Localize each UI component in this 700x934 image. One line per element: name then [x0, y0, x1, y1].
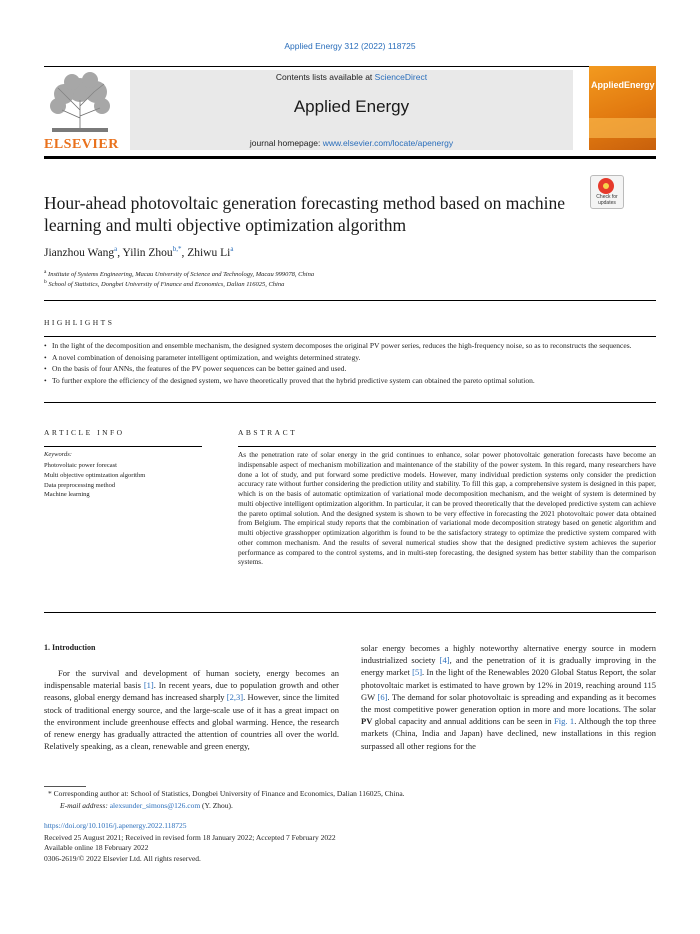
email-link[interactable]: alexsunder_simons@126.com [109, 801, 201, 810]
keyword-item[interactable]: Data preprocessing method [44, 481, 116, 489]
citation-link[interactable]: [2,3] [226, 692, 244, 703]
contents-prefix: Contents lists available at [275, 72, 375, 82]
author-email-note [60, 801, 233, 810]
received-dates: Received 25 August 2021; Received in revised form 18 January 2022; Accepted 7 February 2022 [44, 833, 336, 842]
affiliation-mark: b [44, 279, 47, 285]
body-text-run: . However, since the limited stock of traditional energy source, and the large-scale use of it has a great impact on the environment include greenhouse effects and global warming. Hence, the research of renew energy has gradually attracted the attention of countries all over the world. Relatively speaking, as a clean, renewable and green energy, [44, 692, 340, 752]
section-heading-introduction: 1. Introduction [44, 643, 96, 652]
sciencedirect-link[interactable]: ScienceDirect [374, 72, 428, 82]
highlights-rule [44, 336, 656, 337]
citation-link[interactable]: [1] [143, 680, 154, 691]
article-title: Hour-ahead photovoltaic generation forecasting method based on machine learning and multi objective optimization algorithm [44, 193, 566, 235]
body-text-run: . In recent years, due to population growth and other reasons, global energy demand has increased sharply [44, 680, 339, 703]
author-name[interactable]: Jianzhou Wang [44, 246, 115, 259]
highlights-heading: HIGHLIGHTS [44, 318, 115, 327]
highlights-bottom-rule [44, 402, 656, 403]
citation-link[interactable]: [4] [439, 655, 450, 666]
homepage-link[interactable]: www.elsevier.com/locate/apenergy [322, 138, 454, 148]
abstract-bottom-rule [44, 612, 656, 613]
highlight-item: • On the basis of four ANNs, the features of the PV power sequences can be better gained and used. [44, 364, 656, 374]
body-text-run: For the survival and development of human society, energy becomes an indispensable material basis [44, 668, 339, 691]
affiliation-mark: a [44, 269, 47, 275]
affiliation-text: School of Statistics, Dongbei University of Finance and Economics, Dalian 116025, China [48, 281, 285, 289]
body-text-run: PV [361, 716, 373, 727]
highlights-list [44, 341, 656, 387]
body-column-right [361, 642, 656, 752]
affiliation-a [44, 269, 314, 278]
keyword-item[interactable]: Photovoltaic power forecast [44, 462, 117, 469]
homepage-prefix: journal homepage: [249, 138, 323, 148]
citation-link[interactable]: Fig. 1 [554, 716, 575, 727]
citation-link[interactable]: [6] [377, 691, 388, 702]
email-label: E-mail address: [60, 801, 110, 810]
check-updates-label: Check for updates [596, 194, 618, 206]
keyword-item[interactable]: Machine learning [44, 491, 90, 499]
section-divider [44, 300, 656, 301]
keywords-label: Keywords: [44, 451, 72, 458]
journal-name: Applied Energy [293, 97, 410, 116]
affiliation-b [44, 279, 284, 288]
footnote-rule [44, 786, 86, 787]
highlight-item: • A novel combination of denoising parameter intelligent optimization, and weights determined strategy. [44, 353, 656, 363]
author-list: Jianzhou Wang$^a$, Yilin Zhou$^{b,*}$, Zhiwu Li$^a$ [44, 245, 234, 259]
author-name[interactable]: Yilin Zhou [122, 246, 173, 259]
author-affiliation-mark[interactable]: a [114, 245, 118, 253]
header-top-rule [44, 66, 656, 67]
elsevier-wordmark: ELSEVIER [44, 137, 119, 152]
corresponding-author-note: * Corresponding author at: School of Statistics, Dongbei University of Finance and Economics, Dalian 116025, China. [48, 789, 405, 798]
header-bottom-rule [44, 156, 656, 159]
highlight-item: • To further explore the efficiency of the designed system, we have theoretically proved that the hybrid predictive system can obtained the pareto optimal solution. [44, 376, 656, 386]
abstract-text: As the penetration rate of solar energy in the grid continues to enhance, solar power photovoltaic generation forecasts have become an indispensable aspect of mechanism mobilization and maintenance of the stability of the power system. In this regard, many researchers have done a lot of study, and put forward some predictive models. However, many individual prediction systems only consider the prediction accuracy rate without further considering the prediction utility and stability. To fill this gap, a comprehensive system is designed in this paper, which is on the basis of automatic optimization of variational mode decomposition mechanism, and the weight of system is determined by multi objective intelligent optimization algorithm. In particular, it can be proved theoretically that the developed predictive system can achieve the pareto optimal solution. And the designed system is shown to be very effective in forecasting the 2021 photovoltaic power data obtained from Belgium. The empirical study reports that the combination of variational mode decomposition strategy based on genetic algorithm and multi objective grasshopper optimization algorithm is found to be the satisfactory strategy to optimize the predictive system compared with other common mechanism. And the results of several numerical studies show that the designed predictive system achieves the superior performance as compared to the control systems, and in multi-step forecasting, the designed system has better stability than the comparison systems. [238, 450, 656, 567]
check-updates-icon-center [603, 183, 609, 189]
highlight-item: • In the light of the decomposition and ensemble mechanism, the designed system decomposes the original PV power series, reduces the high-frequency noise, so as to reconstructs the sequences. [44, 341, 656, 351]
available-online-date: Available online 18 February 2022 [44, 843, 149, 852]
citation-link[interactable]: [5] [412, 667, 423, 678]
body-text-run: . The demand for solar photovoltaic is spreading and expanding as it becomes the most competitive power generation option in more and more locations. The solar [361, 691, 656, 715]
journal-homepage [130, 138, 573, 148]
author-affiliation-mark[interactable]: b,* [172, 245, 182, 253]
journal-cover-title: AppliedEnergy [591, 80, 655, 90]
article-info-heading: ARTICLE INFO [44, 428, 125, 437]
keyword-item[interactable]: Multi objective optimization algorithm [44, 471, 146, 479]
body-text-run: , and the penetration of it is gradually improving in the energy market [361, 655, 657, 678]
keywords-list [44, 461, 145, 500]
author-affiliation-mark[interactable]: a [230, 245, 234, 253]
body-column-left [44, 667, 339, 752]
email-suffix: (Y. Zhou). [200, 801, 233, 810]
body-text-run: . Although the top three markets (China, India and Japan) have declined, new installations in this region surpassed all other regions for the [361, 716, 656, 751]
affiliation-text: Institute of Systems Engineering, Macau University of Science and Technology, Macau 999078, China [48, 271, 315, 279]
journal-cover-band [589, 118, 656, 138]
author-name[interactable]: Zhiwu Li [187, 246, 231, 259]
abstract-rule [238, 446, 656, 447]
copyright-notice: 0306-2619/© 2022 Elsevier Ltd. All rights reserved. [44, 854, 201, 863]
body-text-run: . In the light of the Renewables 2020 Global Status Report, the solar photovoltaic market is estimated to have grown by 12% in 2019, reaching around 115 GW [361, 667, 656, 702]
article-info-rule [44, 446, 202, 447]
abstract-heading: ABSTRACT [238, 428, 298, 437]
body-text-run: solar energy becomes a highly noteworthy alternative energy source in modern industrialized society [361, 643, 656, 666]
body-text-run: global capacity and annual additions can be seen in [372, 716, 555, 727]
doi-link[interactable]: https://doi.org/10.1016/j.apenergy.2022.118725 [44, 821, 187, 830]
journal-citation[interactable]: Applied Energy 312 (2022) 118725 [284, 41, 416, 51]
contents-available [130, 72, 573, 82]
